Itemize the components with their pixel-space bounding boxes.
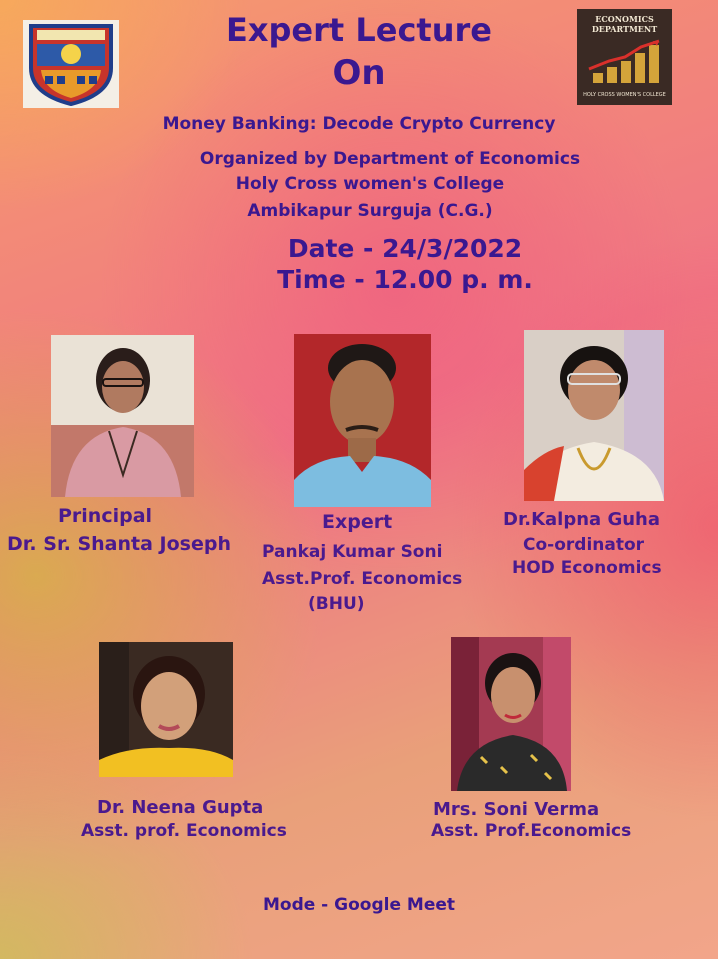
principal-role: Principal (58, 505, 153, 527)
organizer-line-1: Organized by Department of Economics (199, 149, 581, 169)
organizer-line-2: Holy Cross women's College (235, 174, 505, 194)
meeting-mode: Mode - Google Meet (262, 895, 456, 915)
member2-photo (451, 637, 571, 791)
coordinator-photo (524, 330, 664, 501)
member1-photo (99, 642, 233, 777)
expert-title: Asst.Prof. Economics (262, 569, 463, 589)
coordinator-name: Dr.Kalpna Guha (503, 509, 661, 530)
coordinator-title: HOD Economics (512, 558, 662, 578)
expert-name: Pankaj Kumar Soni (262, 542, 443, 562)
member2-title: Asst. Prof.Economics (431, 821, 632, 841)
principal-photo (51, 335, 194, 497)
expert-photo (294, 334, 431, 507)
event-date: Date - 24/3/2022 (287, 234, 523, 263)
organizer-line-3: Ambikapur Surguja (C.G.) (247, 201, 493, 221)
expert-org: (BHU) (308, 594, 365, 614)
expert-role: Expert (322, 511, 393, 533)
event-title: Expert Lecture (226, 11, 492, 49)
coordinator-role: Co-ordinator (523, 535, 645, 555)
member1-name: Dr. Neena Gupta (97, 797, 264, 818)
lecture-topic: Money Banking: Decode Crypto Currency (162, 114, 556, 134)
member1-title: Asst. prof. Economics (81, 821, 287, 841)
logo-text-line1: ECONOMICS (595, 14, 654, 24)
logo-footer-text: HOLY CROSS WOMEN'S COLLEGE (583, 92, 666, 98)
logo-text-line2: DEPARTMENT (591, 24, 658, 34)
event-title-on: On (332, 53, 386, 93)
member2-name: Mrs. Soni Verma (433, 799, 600, 820)
principal-name: Dr. Sr. Shanta Joseph (7, 533, 231, 555)
event-time: Time - 12.00 p. m. (277, 265, 533, 294)
